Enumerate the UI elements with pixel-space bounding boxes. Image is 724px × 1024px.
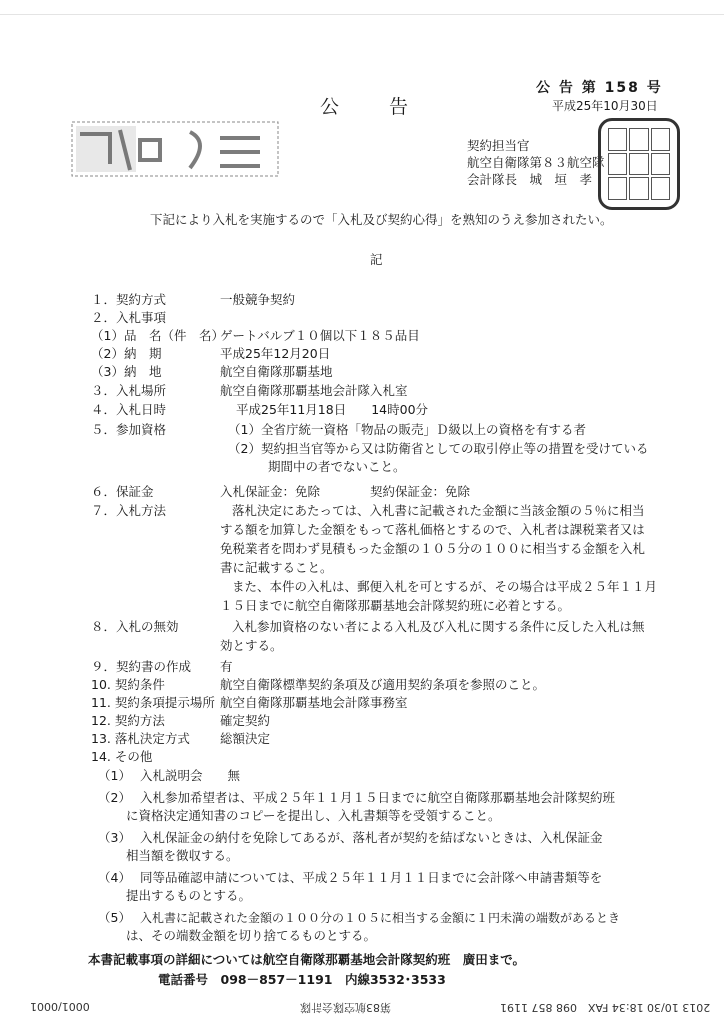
item-value: 平成25年11月18日 14時00分 (236, 402, 429, 417)
notice-date: 平成25年10月30日 (552, 99, 658, 113)
other-line: 同等品確認申請については、平成２５年１１月１１日までに会計隊へ申請書類等を (140, 870, 603, 885)
other-num: （5） (98, 910, 131, 925)
invalid-line: 効とする。 (220, 638, 283, 653)
other-num: （4） (98, 870, 131, 885)
other-line: 入札説明会 無 (140, 768, 241, 783)
other-line: 入札書に記載された金額の１００分の１０５に相当する金額に１円未満の端数があるとき (140, 911, 621, 925)
other-num: （2） (98, 790, 131, 805)
page-title: 公 告 (320, 96, 413, 118)
phone-number: 電話番号 098－857－1191 内線3532･3533 (158, 972, 446, 987)
invalid-label: ８．入札の無効 (91, 619, 179, 634)
method-line: 免税業者を問わず見積もった金額の１０５分の１００に相当する金額を入札 (220, 541, 646, 556)
deposit-label: ６．保証金 (91, 484, 154, 499)
ki-heading: 記 (370, 252, 383, 267)
item-label: ９．契約書の作成 (91, 659, 192, 674)
notice-number: 公 告 第 158 号 (536, 80, 663, 96)
invalid-line: 入札参加資格のない者による入札及び入札に関する条件に反した入札は無 (232, 619, 645, 634)
item-label: ２．入札事項 (91, 310, 167, 325)
item-label: ４．入札日時 (91, 402, 167, 417)
fax-footer-left: 2013 10/30 18:34 FAX 098 857 1191 (500, 1001, 711, 1014)
item-value: 一般競争契約 (220, 292, 296, 307)
official-seal (598, 118, 680, 210)
method-label: ７．入札方法 (91, 503, 167, 518)
method-line: 落札決定にあたっては、入札書に記載された金額に当該金額の５％に相当 (232, 503, 645, 518)
qualification-2-line: 期間中の者でないこと。 (268, 459, 406, 474)
item-label: ５．参加資格 (91, 422, 167, 437)
item-value: 確定契約 (220, 713, 271, 728)
item-value: 有 (220, 659, 233, 674)
method-line: する額を加算した金額をもって落札価格とするので、入札者は課税業者又は (220, 522, 645, 537)
other-line: 入札保証金の納付を免除してあるが、落札者が契約を結ばないときは、入札保証金 (140, 830, 603, 845)
item-label: １．契約方式 (91, 292, 167, 307)
fax-footer-right: 0001/0001 (30, 1000, 90, 1013)
other-line: 相当額を徴収する。 (126, 848, 239, 863)
other-line: 提出するものとする。 (126, 888, 252, 903)
item-label: （2）納 期 (91, 346, 162, 361)
item-label: （1）品 名（件 名） (91, 328, 224, 343)
fax-footer-center: 第83航空隊会計隊 (300, 1001, 391, 1014)
other-line: は、その端数金額を切り捨てるものとする。 (126, 928, 377, 943)
method-line: 書に記載すること。 (220, 560, 333, 575)
deposit-value: 入札保証金：免除 契約保証金：免除 (220, 484, 471, 499)
item-label: 12. 契約方法 (91, 713, 165, 728)
item-value: 航空自衛隊那覇基地会計隊入札室 (220, 383, 408, 398)
item-label: 11. 契約条項提示場所 (91, 695, 215, 710)
issuer-line-2: 航空自衛隊第８３航空隊 (467, 155, 605, 170)
other-num: （3） (98, 830, 131, 845)
stamp-image (70, 120, 280, 178)
item-value: 航空自衛隊那覇基地会計隊事務室 (220, 695, 408, 710)
item-value: （1）全省庁統一資格「物品の販売」Ｄ級以上の資格を有する者 (228, 422, 586, 437)
item-label: 14. その他 (91, 749, 153, 764)
method-line: また、本件の入札は、郵便入札を可とするが、その場合は平成２５年１１月 (232, 579, 658, 594)
other-line: 入札参加希望者は、平成２５年１１月１５日までに航空自衛隊那覇基地会計隊契約班 (140, 790, 616, 805)
item-label: 10. 契約条件 (91, 677, 165, 692)
item-value: ゲートバルブ１０個以下１８５品目 (220, 328, 420, 343)
detail-contact: 本書記載事項の詳細については航空自衛隊那覇基地会計隊契約班 廣田まで。 (88, 952, 526, 967)
item-value: 航空自衛隊那覇基地 (220, 364, 333, 379)
other-line: に資格決定通知書のコピーを提出し、入札書類等を受領すること。 (126, 808, 501, 823)
item-value: 平成25年12月20日 (220, 346, 331, 361)
other-num: （1） (98, 768, 131, 783)
intro-text: 下記により入札を実施するので「入札及び契約心得」を熟知のうえ参加されたい。 (150, 212, 613, 227)
method-line: １５日までに航空自衛隊那覇基地会計隊契約班に必着とする。 (220, 598, 571, 613)
qualification-2-line: （2）契約担当官等から又は防衛省としての取引停止等の措置を受けている (228, 441, 649, 456)
item-value: 総額決定 (220, 731, 271, 746)
issuer-line-3: 会計隊長 城 垣 孝 (467, 172, 593, 187)
scan-noise-line (0, 14, 724, 15)
item-label: ３．入札場所 (91, 383, 167, 398)
issuer-line-1: 契約担当官 (467, 138, 530, 153)
item-label: 13. 落札決定方式 (91, 731, 190, 746)
item-value: 航空自衛隊標準契約条項及び適用契約条項を参照のこと。 (220, 677, 546, 692)
item-label: （3）納 地 (91, 364, 162, 379)
